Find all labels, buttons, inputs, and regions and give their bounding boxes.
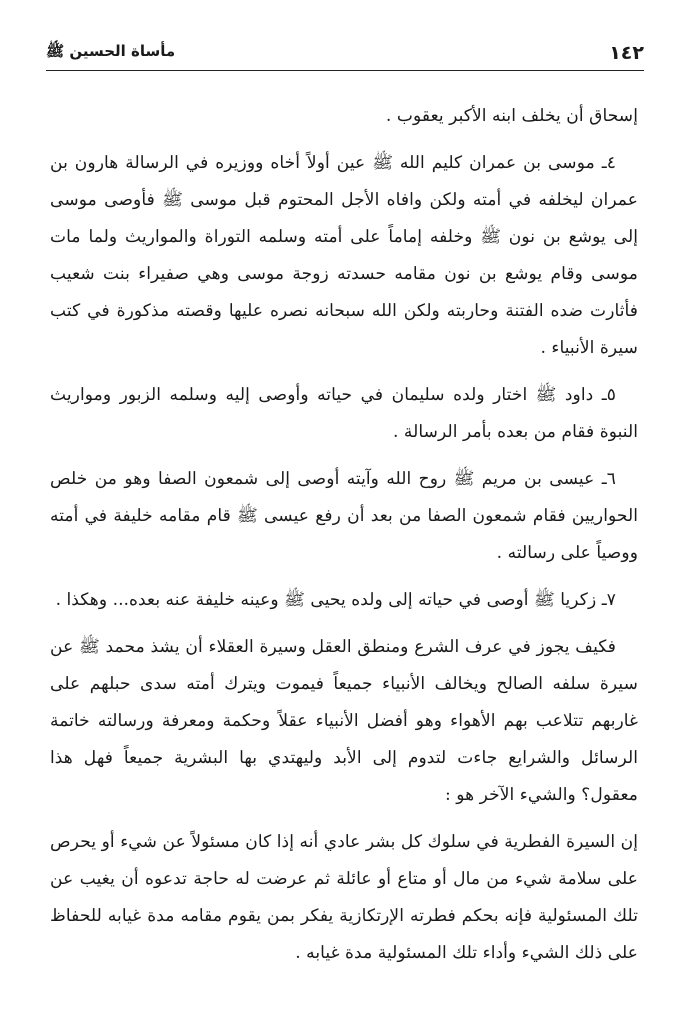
paragraph-argument: فكيف يجوز في عرف الشرع ومنطق العقل وسيرة العقلاء أن يشذ محمد ﷺ عن سيرة سلفه الصالح ويخالف الأنبياء جميعاً فيموت ويترك أمته سدى حبلهم على غاربهم تتلاعب بهم الأهواء وهو أفضل الأنبياء عقلاً وحكمة ومعرفة ورسالته خاتمة الرسائل والشرايع جاءت لتدوم إلى الأبد وليهتدي بها البشرية جميعاً فهل هذا معقول؟ والشيء الآخر هو : <box>50 637 638 805</box>
paragraph-zakariya: ٧ـ زكريا ﷺ أوصى في حياته إلى ولده يحيى ﷺ وعينه خليفة عنه بعده... وهكذا . <box>55 590 616 610</box>
page-number: ١٤٢ <box>609 42 644 64</box>
paragraph-david: ٥ـ داود ﷺ اختار ولده سليمان في حياته وأوصى إليه وسلمه الزبور ومواريث النبوة فقام من بعده بأمر الرسالة . <box>50 385 638 442</box>
book-title: مأساة الحسين ﷺ <box>46 42 176 60</box>
header-rule <box>46 70 644 71</box>
running-header <box>46 36 644 64</box>
paragraph-continuation: إسحاق أن يخلف ابنه الأكبر يعقوب . <box>385 106 638 126</box>
body-text <box>50 98 638 982</box>
paragraph-moses: ٤ـ موسى بن عمران كليم الله ﷺ عين أولاً أخاه ووزيره في الرسالة هارون بن عمران ليخلفه في أمته ولكن وافاه الأجل المحتوم قبل موسى ﷺ فأوصى موسى إلى يوشع بن نون ﷺ وخلفه إماماً على أمته وسلمه التوراة والمواريث ولما مات موسى وقام يوشع بن نون مقامه حسدته زوجة موسى وهي صفيراء بنت شعيب فأثارت ضده الفتنة وحاربته ولكن الله سبحانه نصره عليها وقصته مذكورة في كتب سيرة الأنبياء . <box>50 153 638 358</box>
paragraph-jesus: ٦ـ عيسى بن مريم ﷺ روح الله وآيته أوصى إلى شمعون الصفا وهو من خلص الحواريين فقام شمعون الصفا من بعد أن رفع عيسى ﷺ قام مقامه خليفة في أمته ووصياً على رسالته . <box>50 469 638 563</box>
paragraph-natural-conduct: إن السيرة الفطرية في سلوك كل بشر عادي أنه إذا كان مسئولاً عن شيء أو يحرص على سلامة شيء من مال أو متاع أو عائلة ثم عرضت له حاجة تدعوه أن يغيب عن تلك المسئولية فإنه بحكم فطرته الإرتكازية يفكر بمن يقوم مقامه مدة غيابه للحفاظ على ذلك الشيء وأداء تلك المسئولية مدة غيابه . <box>50 832 638 963</box>
